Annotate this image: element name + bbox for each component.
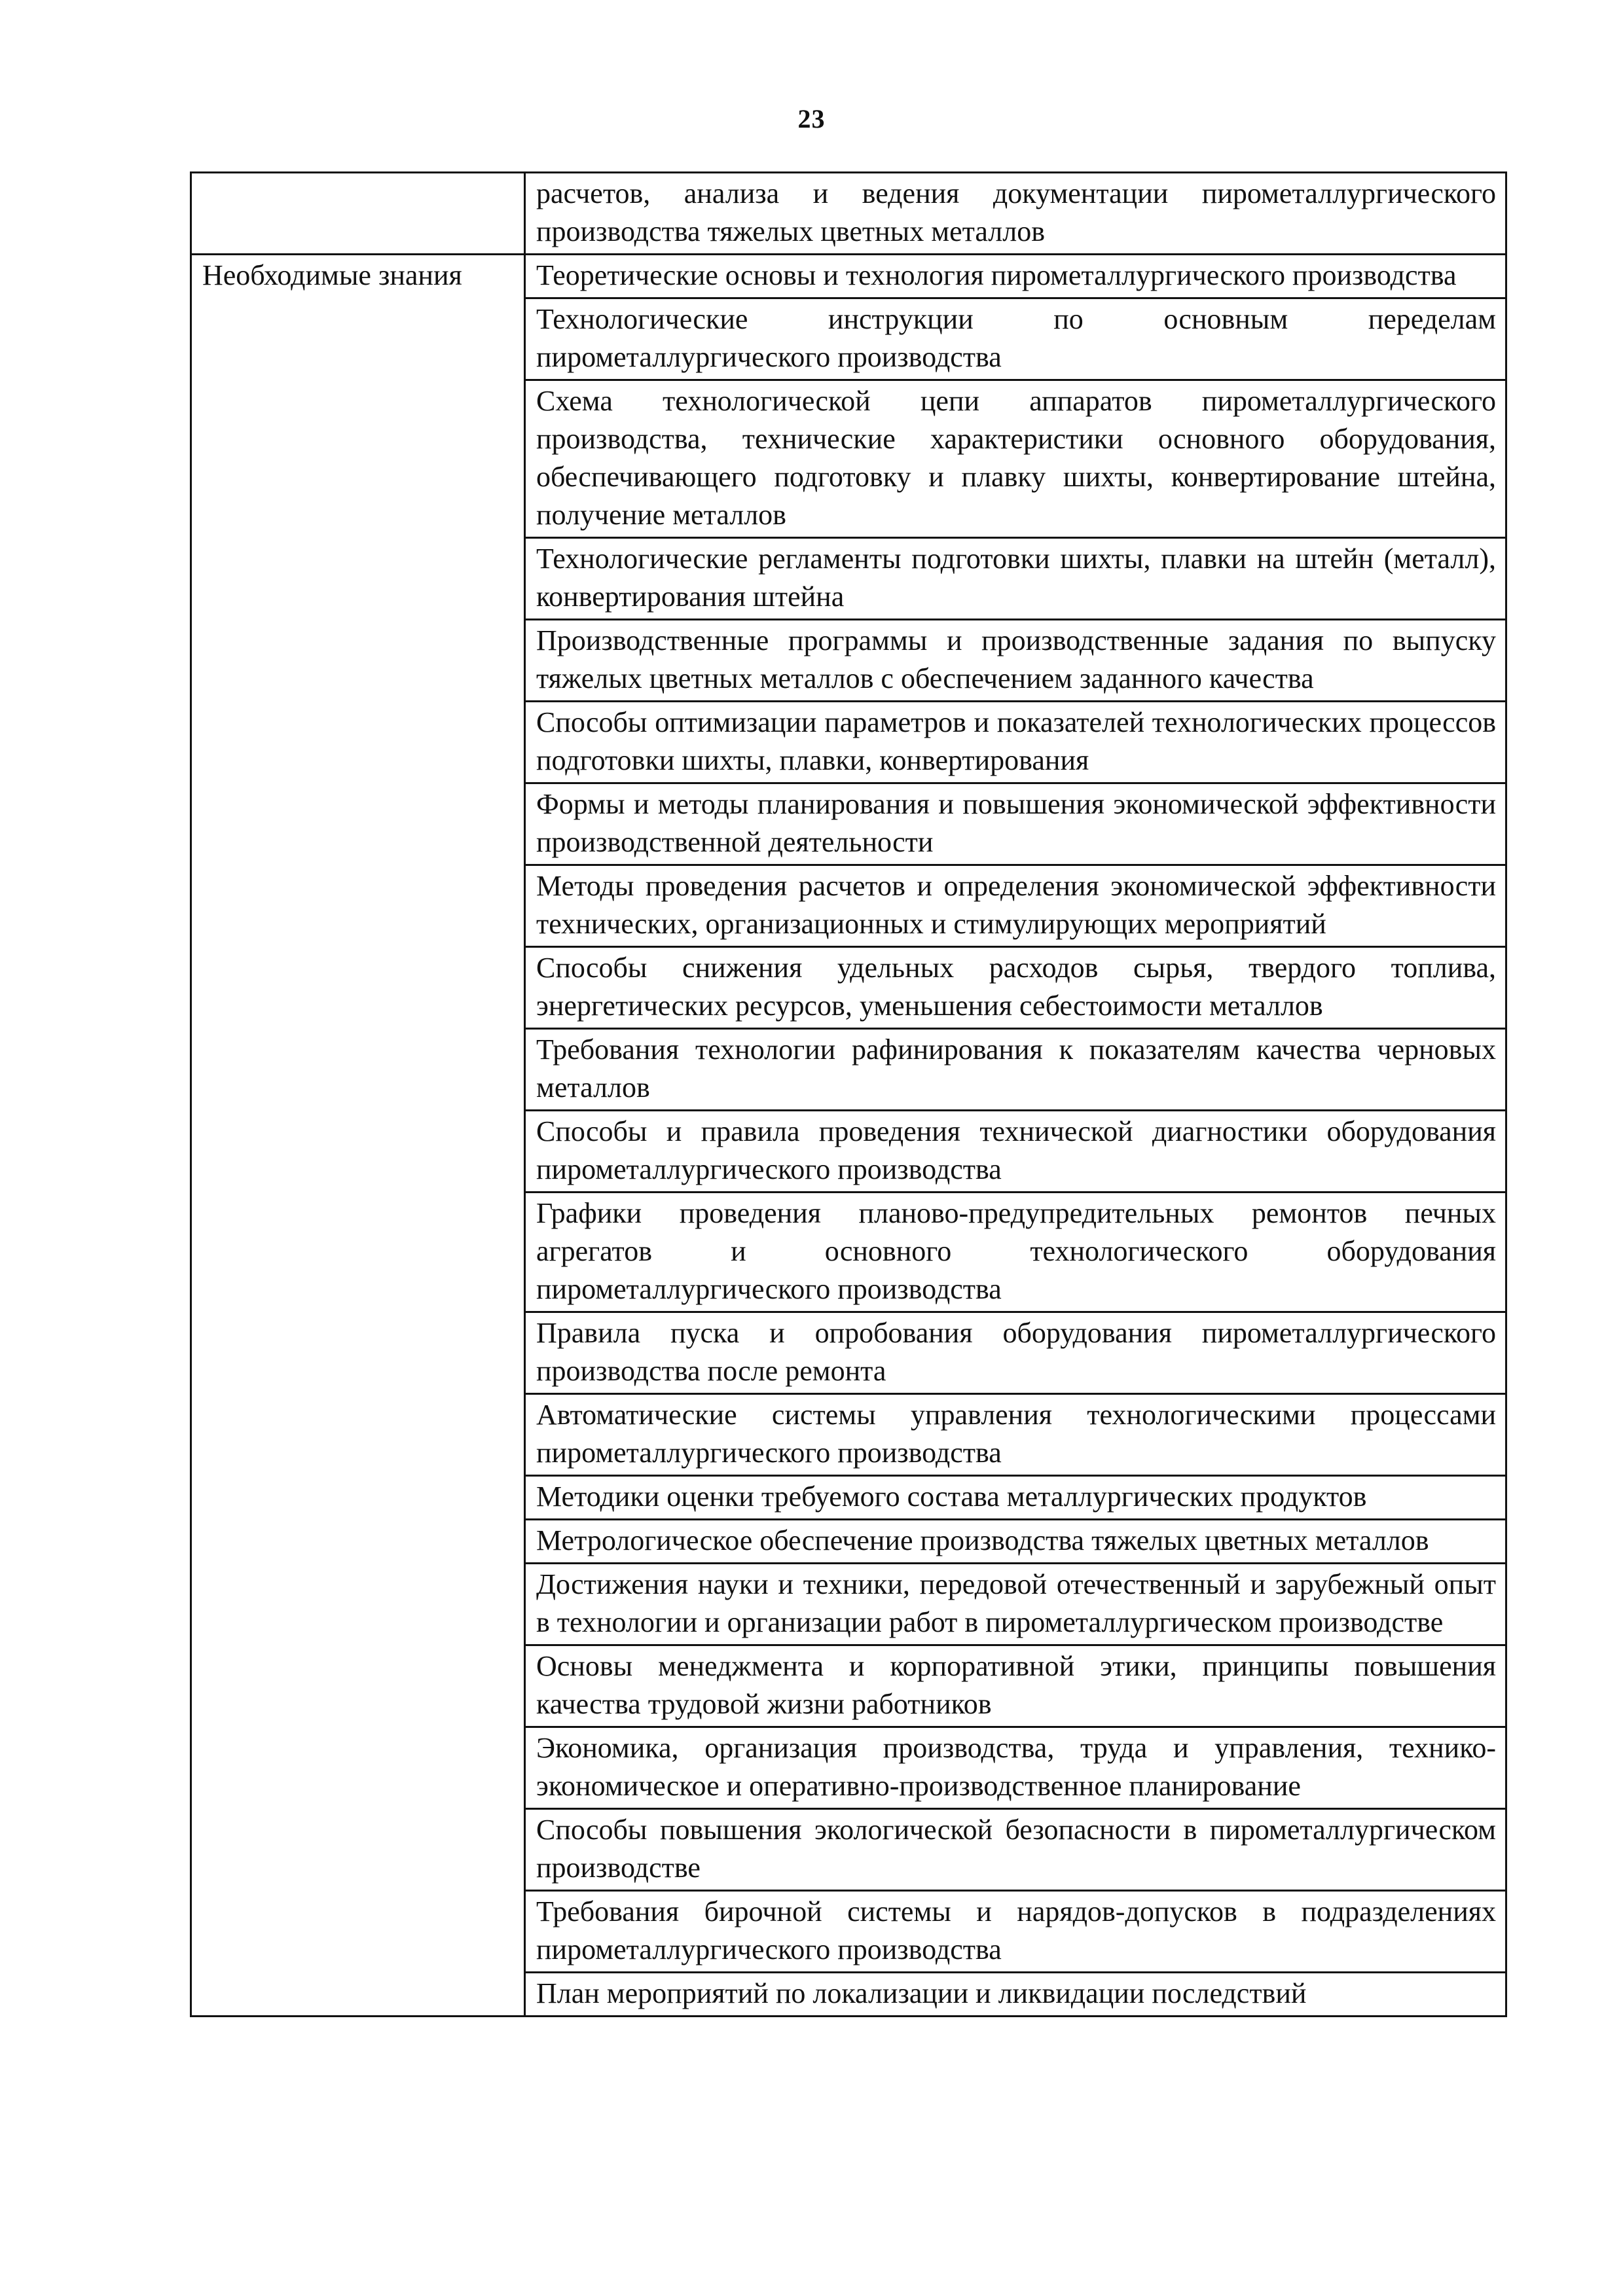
empty-label-cell — [191, 173, 525, 255]
knowledge-table — [190, 171, 1507, 2017]
section-label: Необходимые знания — [202, 259, 462, 291]
table-row — [191, 255, 1506, 298]
knowledge-item: Требования технологии рафинирования к показателям качества черновых металлов — [525, 1029, 1506, 1111]
knowledge-item: Метрологическое обеспечение производства тяжелых цветных металлов — [525, 1520, 1506, 1564]
continued-item-cell: расчетов, анализа и ведения документации пирометаллургического производства тяжелых цветных металлов — [525, 173, 1506, 255]
knowledge-item: Методики оценки требуемого состава металлургических продуктов — [525, 1476, 1506, 1520]
knowledge-item: Методы проведения расчетов и определения экономической эффективности технических, организационных и стимулирующих мероприятий — [525, 865, 1506, 947]
knowledge-item: Производственные программы и производственные задания по выпуску тяжелых цветных металлов с обеспечением заданного качества — [525, 620, 1506, 702]
knowledge-item: Графики проведения планово-предупредительных ремонтов печных агрегатов и основного технологического оборудования пирометаллургического производства — [525, 1193, 1506, 1312]
knowledge-item: Автоматические системы управления технологическими процессами пирометаллургического производства — [525, 1394, 1506, 1476]
knowledge-item: Способы повышения экологической безопасности в пирометаллургическом производстве — [525, 1809, 1506, 1891]
knowledge-item: Теоретические основы и технология пирометаллургического производства — [525, 255, 1506, 298]
knowledge-item: План мероприятий по локализации и ликвидации последствий — [525, 1973, 1506, 2017]
knowledge-item: Способы снижения удельных расходов сырья, твердого топлива, энергетических ресурсов, уменьшения себестоимости металлов — [525, 947, 1506, 1029]
knowledge-item: Основы менеджмента и корпоративной этики, принципы повышения качества трудовой жизни работников — [525, 1645, 1506, 1727]
knowledge-item: Экономика, организация производства, труда и управления, технико-экономическое и оперативно-производственное планирование — [525, 1727, 1506, 1809]
knowledge-item: Технологические регламенты подготовки шихты, плавки на штейн (металл), конвертирования штейна — [525, 538, 1506, 620]
knowledge-table-body — [191, 173, 1506, 2017]
knowledge-item: Способы и правила проведения технической диагностики оборудования пирометаллургического производства — [525, 1111, 1506, 1193]
knowledge-item: Формы и методы планирования и повышения экономической эффективности производственной деятельности — [525, 783, 1506, 865]
knowledge-item: Требования бирочной системы и нарядов-допусков в подразделениях пирометаллургического производства — [525, 1891, 1506, 1973]
table-row-continued — [191, 173, 1506, 255]
knowledge-item: Технологические инструкции по основным переделам пирометаллургического производства — [525, 298, 1506, 380]
knowledge-item: Схема технологической цепи аппаратов пирометаллургического производства, технические характеристики основного оборудования, обеспечивающего подготовку и плавку шихты, конвертирование штейна, получение металлов — [525, 380, 1506, 538]
knowledge-item: Правила пуска и опробования оборудования пирометаллургического производства после ремонта — [525, 1312, 1506, 1394]
section-label-cell — [191, 255, 525, 2017]
knowledge-item: Достижения науки и техники, передовой отечественный и зарубежный опыт в технологии и организации работ в пирометаллургическом производстве — [525, 1564, 1506, 1645]
page-number: 23 — [797, 104, 826, 134]
knowledge-item: Способы оптимизации параметров и показателей технологических процессов подготовки шихты, плавки, конвертирования — [525, 702, 1506, 783]
